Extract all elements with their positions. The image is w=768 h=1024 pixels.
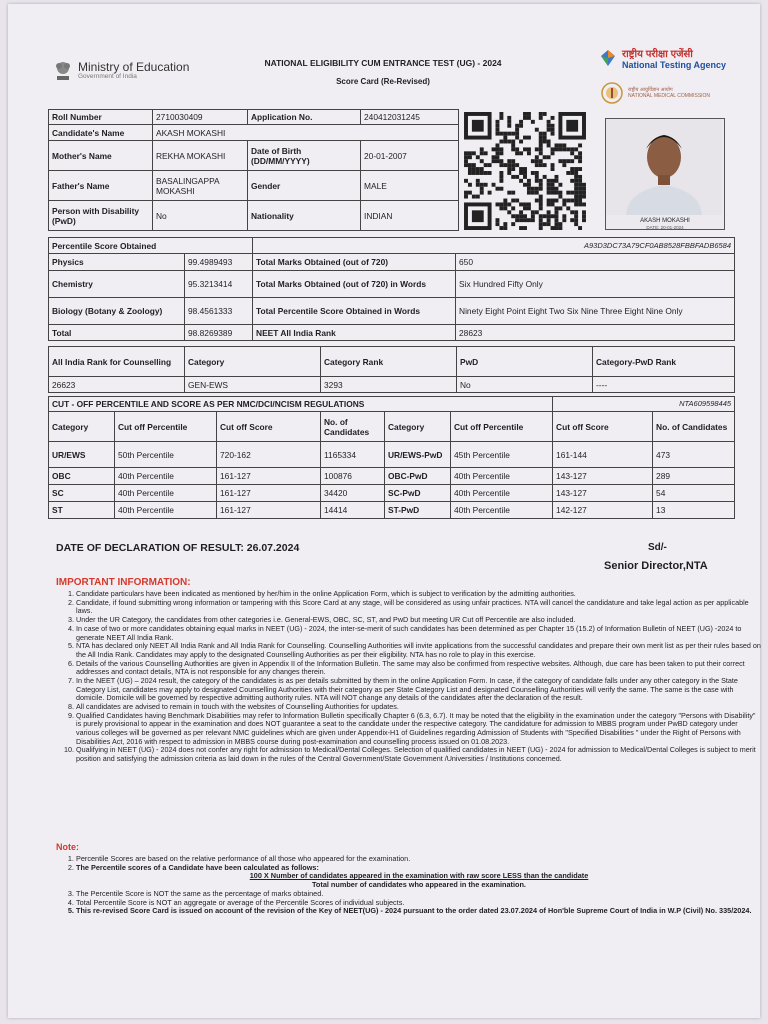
counselling-cat-pwd-rank-value: ---- [593,377,735,393]
table-cell: SC-PwD [385,485,451,502]
table-cell: 161-144 [553,442,653,468]
cutoff-header-cell: No. of Candidates [321,412,385,442]
ministry-name: Ministry of Education [78,59,190,74]
nmc-logo [601,82,710,104]
table-row [49,468,735,485]
scorecard-subtitle: Score Card (Re-Revised) [336,77,430,86]
important-heading: IMPORTANT INFORMATION: [56,577,191,588]
table-cell: 142-127 [553,502,653,519]
nta-emblem-icon [598,48,618,68]
table-cell: 720-162 [217,442,321,468]
cutoff-header-cell: Cut off Score [217,412,321,442]
table-cell: 100876 [321,468,385,485]
note-heading: Note: [56,842,79,852]
cutoff-header-cell: Category [385,412,451,442]
marks-words-label: Total Marks Obtained (out of 720) in Words [253,271,456,298]
table-cell: 13 [653,502,735,519]
signature: Sd/- [648,542,667,553]
table-cell: 161-127 [217,468,321,485]
ministry-subtitle: Government of India [78,72,137,80]
score-card-page [8,4,760,1018]
counselling-pwd-label: PwD [457,347,593,377]
candidate-photo-image [606,119,722,215]
neet-air-value: 28623 [456,325,735,341]
list-item: 1. Percentile Scores are based on the relative performance of all those who appeared for the examination. [76,855,762,864]
ministry-logo [54,58,189,82]
list-item: 4. Total Percentile Score is NOT an aggregate or average of the Percentile Scores of individual subjects. [76,899,762,908]
table-cell: 40th Percentile [451,502,553,519]
formula-numerator: 100 X Number of candidates appeared in the examination with raw score LESS than the candidate [249,871,589,881]
nmc-english-name: NATIONAL MEDICAL COMMISSION [628,93,711,99]
dob-label: Date of Birth (DD/MM/YYYY) [248,141,361,171]
table-cell: 40th Percentile [115,468,217,485]
table-cell: 1165334 [321,442,385,468]
gender-value: MALE [361,171,459,201]
cutoff-header-cell: Cut off Percentile [115,412,217,442]
table-cell: 143-127 [553,468,653,485]
list-item: 5. This re-revised Score Card is issued on account of the revision of the Key of NEET(UG) - 2024 pursuant to the order dated 23.07.2024 of Hon'ble Supreme Court of India in W.P (Civil) No. 335/2024. [76,907,762,916]
father-name-value: BASALINGAPPA MOKASHI [153,171,248,201]
list-item: 2. Candidate, if found submitting wrong information or tampering with this Score Card at any stage, will be considered as using unfair practices. NTA will cancel the candidature and take legal action as per applicable laws. [76,599,762,616]
counselling-cat-pwd-rank-label: Category-PwD Rank [593,347,735,377]
list-item: 10. Qualifying in NEET (UG) - 2024 does not confer any right for admission to Medical/Dental Colleges. Selection of qualified candidates in NEET (UG) - 2024 for admission to Medical/Dental Colleges is subject to merit position and satisfying the admission criteria as laid down in the rules of the Central Government/State Government /Universities / Institutions concerned. [76,746,762,763]
nmc-hindi-name: राष्ट्रीय आयुर्विज्ञान आयोग [628,87,673,93]
counselling-table [48,346,735,393]
candidate-photo [605,118,725,230]
counselling-category-label: Category [185,347,321,377]
cutoff-header-cell: Category [49,412,115,442]
cutoff-header-row [49,412,735,442]
chemistry-value: 95.3213414 [185,271,253,298]
signatory: Senior Director,NTA [604,560,708,572]
nmc-emblem-icon [601,82,623,104]
roll-number-value: 2710030409 [153,110,248,125]
counselling-pwd-value: No [457,377,593,393]
total-marks-label: Total Marks Obtained (out of 720) [253,254,456,271]
list-item: 7. In the NEET (UG) – 2024 result, the category of the candidates is as per details submitted by them in the online Application Form. In case, if the category of candidate falls under any other category in the State Category List, candidates may apply to designated Counselling Authorities with their category as per State Category List and designated Counselling Authorities will verify the same. The same is the case with domicile. Domicile will be governed by respective admitting authority rules. NTA will NOT change any details of the candidates after the declaration of the result. [76,677,762,703]
table-cell: OBC-PwD [385,468,451,485]
exam-title: NATIONAL ELIGIBILITY CUM ENTRANCE TEST (UG) - 2024 [264,58,502,68]
roll-number-label: Roll Number [49,110,153,125]
total-percentile-value: 98.8269389 [185,325,253,341]
nta-english-name: National Testing Agency [622,60,727,70]
important-list [52,590,762,764]
photo-caption-date: DATE: 20-01-2024 [646,225,684,230]
counselling-category-value: GEN-EWS [185,377,321,393]
table-cell: UR/EWS-PwD [385,442,451,468]
candidate-details-table [48,109,459,231]
list-item: 9. Qualified Candidates having Benchmark Disabilities may refer to Information Bulletin specifically Chapter 6 (6.3, 6.7). It may be noted that the eligibility in the examination under the category "Persons with Disability" is purely provisional to appear in the examination and does NOT guarantee a seat to the candidate under the respective category. The candidature for admission to MBBS program under PwBD category under various colleges will be governed as per relevant NMC guidelines which are given under Appendix-H1 of Guidelines regarding Admission of Students with "Specified Disabilities " under the Right of Persons with Disabilities Act, 2016 with respect to admission in MBBS course during post-examination and counselling process issued on 01.08.2023. [76,712,762,746]
table-cell: 54 [653,485,735,502]
marks-words-value: Six Hundred Fifty Only [456,271,735,298]
percentile-words-label: Total Percentile Score Obtained in Words [253,298,456,325]
national-emblem-icon [54,58,72,82]
table-cell: SC [49,485,115,502]
list-item: 4. In case of two or more candidates obtaining equal marks in NEET (UG) - 2024, the inter-se-merit of such candidates has been determined as per Chapter 15 (15.2) of Information Bulletin of NEET (UG) -2024 to generate NEET All India Rank. [76,625,762,642]
table-cell: 143-127 [553,485,653,502]
table-cell: 34420 [321,485,385,502]
formula-denominator: Total number of candidates who appeared in the examination. [312,880,526,890]
nationality-label: Nationality [248,201,361,231]
physics-value: 99.4989493 [185,254,253,271]
table-cell: 289 [653,468,735,485]
neet-air-label: NEET All India Rank [253,325,456,341]
table-cell: 14414 [321,502,385,519]
counselling-category-rank-label: Category Rank [321,347,457,377]
list-item: 3. The Percentile Score is NOT the same as the percentage of marks obtained. [76,890,762,899]
table-row [49,502,735,519]
cutoff-header-cell: Cut off Score [553,412,653,442]
cutoff-header-cell: Cut off Percentile [451,412,553,442]
list-item: 6. Details of the various Counselling Authorities are given in Appendix II of the Information Bulletin. The same may also be confirmed from respective websites. Although, due care has been taken to put their correct addresses and contact details, NTA is not responsible for any changes therein. [76,660,762,677]
nta-logo [598,46,726,70]
dob-value: 20-01-2007 [361,141,459,171]
hash-code: A93D3DC73A79CF0AB8528FBBFADB6584 [253,238,735,254]
notes-list [52,855,762,916]
cutoff-table [48,396,735,519]
table-cell: ST-PwD [385,502,451,519]
list-item: 1. Candidate particulars have been indicated as mentioned by her/him in the online Application Form, which is subject to verification by the admitting authorities. [76,590,762,599]
table-cell: UR/EWS [49,442,115,468]
application-no-value: 240412031245 [361,110,459,125]
counselling-air-value: 26623 [49,377,185,393]
total-marks-value: 650 [456,254,735,271]
counselling-category-rank-value: 3293 [321,377,457,393]
list-item: 3. Under the UR Category, the candidates from other categories i.e. General-EWS, OBC, SC, ST, and PwD but meeting UR Cut off Percentile are also included. [76,616,762,625]
table-cell: OBC [49,468,115,485]
gender-label: Gender [248,171,361,201]
table-cell: 40th Percentile [115,502,217,519]
counselling-air-label: All India Rank for Counselling [49,347,185,377]
table-cell: 40th Percentile [115,485,217,502]
percentile-heading: Percentile Score Obtained [49,238,253,254]
list-item [76,864,762,890]
table-cell: 473 [653,442,735,468]
cutoff-code: NTA609598445 [553,397,735,412]
scores-table [48,237,735,341]
percentile-words-value: Ninety Eight Point Eight Two Six Nine Three Eight Nine Only [456,298,735,325]
table-cell: 40th Percentile [451,468,553,485]
candidate-name-value: AKASH MOKASHI [153,125,459,141]
biology-label: Biology (Botany & Zoology) [49,298,185,325]
mother-name-label: Mother's Name [49,141,153,171]
table-row [49,442,735,468]
photo-caption-name: AKASH MOKASHI [640,218,690,224]
biology-value: 98.4561333 [185,298,253,325]
declaration-date: DATE OF DECLARATION OF RESULT: 26.07.2024 [56,542,300,554]
physics-label: Physics [49,254,185,271]
qr-code [463,112,587,230]
table-cell: 50th Percentile [115,442,217,468]
cutoff-heading: CUT - OFF PERCENTILE AND SCORE AS PER NMC/DCI/NCISM REGULATIONS [49,397,553,412]
table-cell: ST [49,502,115,519]
pwd-value: No [153,201,248,231]
mother-name-value: REKHA MOKASHI [153,141,248,171]
cutoff-header-cell: No. of Candidates [653,412,735,442]
list-item: 8. All candidates are advised to remain in touch with the websites of Counselling Authorities for updates. [76,703,762,712]
table-cell: 161-127 [217,485,321,502]
table-cell: 40th Percentile [451,485,553,502]
chemistry-label: Chemistry [49,271,185,298]
list-item: 5. NTA has declared only NEET All India Rank and All India Rank for Counselling. Counselling Authorities will invite applications from the successful candidates and prepare their own merit list as per their rules based on the All India Rank. Candidates may apply to the designated Counselling Authorities as per their eligibility. NTA has no role to play in this exercise. [76,642,762,659]
father-name-label: Father's Name [49,171,153,201]
total-percentile-label: Total [49,325,185,341]
application-no-label: Application No. [248,110,361,125]
table-cell: 45th Percentile [451,442,553,468]
nta-hindi-name: राष्ट्रीय परीक्षा एजेंसी [622,49,693,60]
nationality-value: INDIAN [361,201,459,231]
candidate-name-label: Candidate's Name [49,125,153,141]
table-cell: 161-127 [217,502,321,519]
note-formula-intro: The Percentile scores of a Candidate have been calculated as follows: [76,862,319,872]
pwd-label: Person with Disability (PwD) [49,201,153,231]
table-row [49,485,735,502]
